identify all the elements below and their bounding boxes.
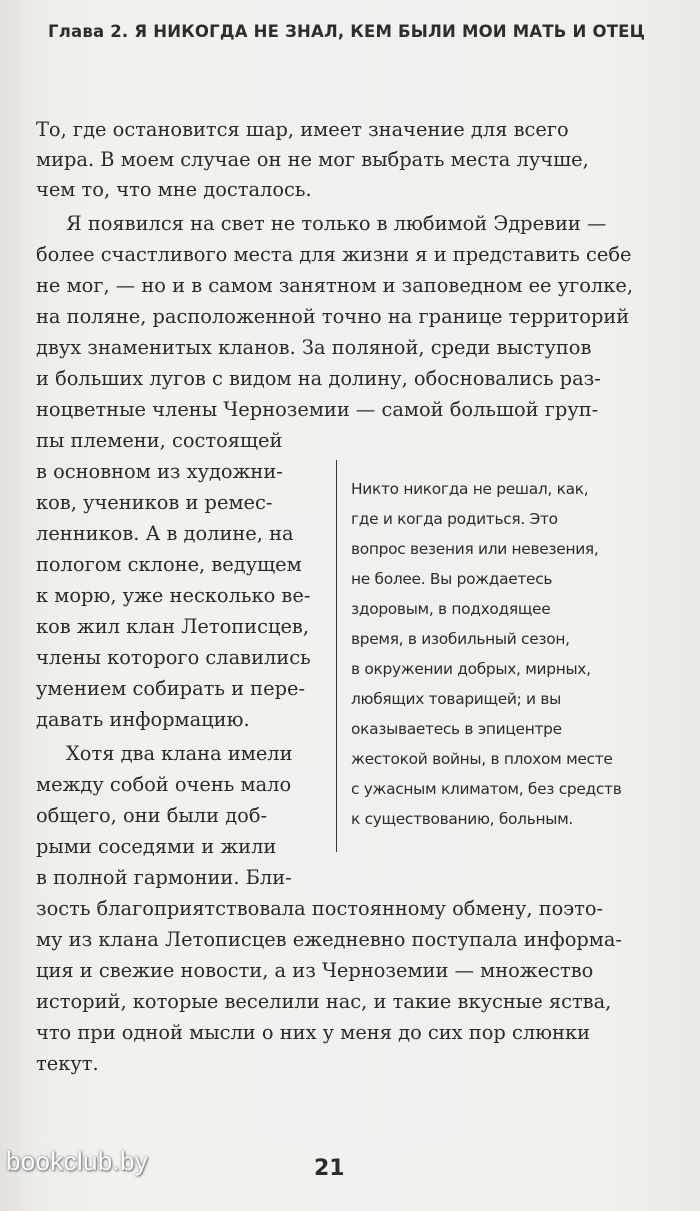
page-number: 21 xyxy=(314,1156,345,1181)
text-line: более счастливого места для жизни я и представить себе xyxy=(36,243,632,266)
text-line: в полной гармонии. Бли- xyxy=(36,866,292,889)
text-line: пологом склоне, ведущем xyxy=(36,553,302,576)
text-line: историй, которые веселили нас, и такие вкусные яства, xyxy=(36,990,612,1013)
text-line: ленников. А в долине, на xyxy=(36,522,294,545)
text-line: му из клана Летописцев ежедневно поступала информа- xyxy=(36,928,622,951)
quote-line: любящих товарищей; и вы xyxy=(351,690,561,708)
text-line: к морю, уже несколько ве- xyxy=(36,584,311,607)
text-line: члены которого славились xyxy=(36,646,311,669)
text-line: двух знаменитых кланов. За поляной, среди выступов xyxy=(36,336,592,359)
text-line: чем то, что мне досталось. xyxy=(36,178,312,201)
text-line: То, где остановится шар, имеет значение для всего xyxy=(36,118,569,141)
text-line: что при одной мысли о них у меня до сих пор слюнки xyxy=(36,1021,590,1044)
text-line: и больших лугов с видом на долину, обосновались раз- xyxy=(36,367,601,390)
text-line: не мог, — но и в самом занятном и заповедном ее уголке, xyxy=(36,274,634,297)
text-line: общего, они были доб- xyxy=(36,804,268,827)
quote-line: к существованию, больным. xyxy=(351,810,573,828)
text-line: Хотя два клана имели xyxy=(66,742,293,765)
quote-line: в окружении добрых, мирных, xyxy=(351,660,591,678)
text-line: Я появился на свет не только в любимой Эдревии — xyxy=(66,212,607,235)
quote-line: Никто никогда не решал, как, xyxy=(351,480,589,498)
text-line: рыми соседями и жили xyxy=(36,835,277,858)
running-head: Глава 2. Я НИКОГДА НЕ ЗНАЛ, КЕМ БЫЛИ МОИ МАТЬ И ОТЕЦ xyxy=(48,22,646,41)
text-line: мира. В моем случае он не мог выбрать места лучше, xyxy=(36,148,589,171)
quote-line: где и когда родиться. Это xyxy=(351,510,558,528)
quote-line: время, в изобильный сезон, xyxy=(351,630,570,648)
sidebar-quote xyxy=(336,460,637,852)
quote-line: здоровым, в подходящее xyxy=(351,600,551,618)
text-line: в основном из художни- xyxy=(36,460,283,483)
text-line: давать информацию. xyxy=(36,708,250,731)
quote-line: с ужасным климатом, без средств xyxy=(351,780,622,798)
text-line: ция и свежие новости, а из Черноземии — множество xyxy=(36,959,594,982)
text-line: умением собирать и пере- xyxy=(36,677,306,700)
text-line: ков жил клан Летописцев, xyxy=(36,615,309,638)
text-line: ков, учеников и ремес- xyxy=(36,491,273,514)
text-line: пы племени, состоящей xyxy=(36,429,283,452)
watermark: bookclub.by xyxy=(6,1146,149,1176)
quote-line: не более. Вы рождаетесь xyxy=(351,570,553,588)
text-line: зость благоприятствовала постоянному обмену, поэто- xyxy=(36,897,604,920)
quote-line: оказываетесь в эпицентре xyxy=(351,720,562,738)
text-line: на поляне, расположенной точно на границе территорий xyxy=(36,305,630,328)
quote-line: жестокой войны, в плохом месте xyxy=(351,750,613,768)
text-line: ноцветные члены Черноземии — самой большой груп- xyxy=(36,398,599,421)
text-line: между собой очень мало xyxy=(36,773,292,796)
quote-line: вопрос везения или невезения, xyxy=(351,540,599,558)
text-line: текут. xyxy=(36,1052,99,1075)
